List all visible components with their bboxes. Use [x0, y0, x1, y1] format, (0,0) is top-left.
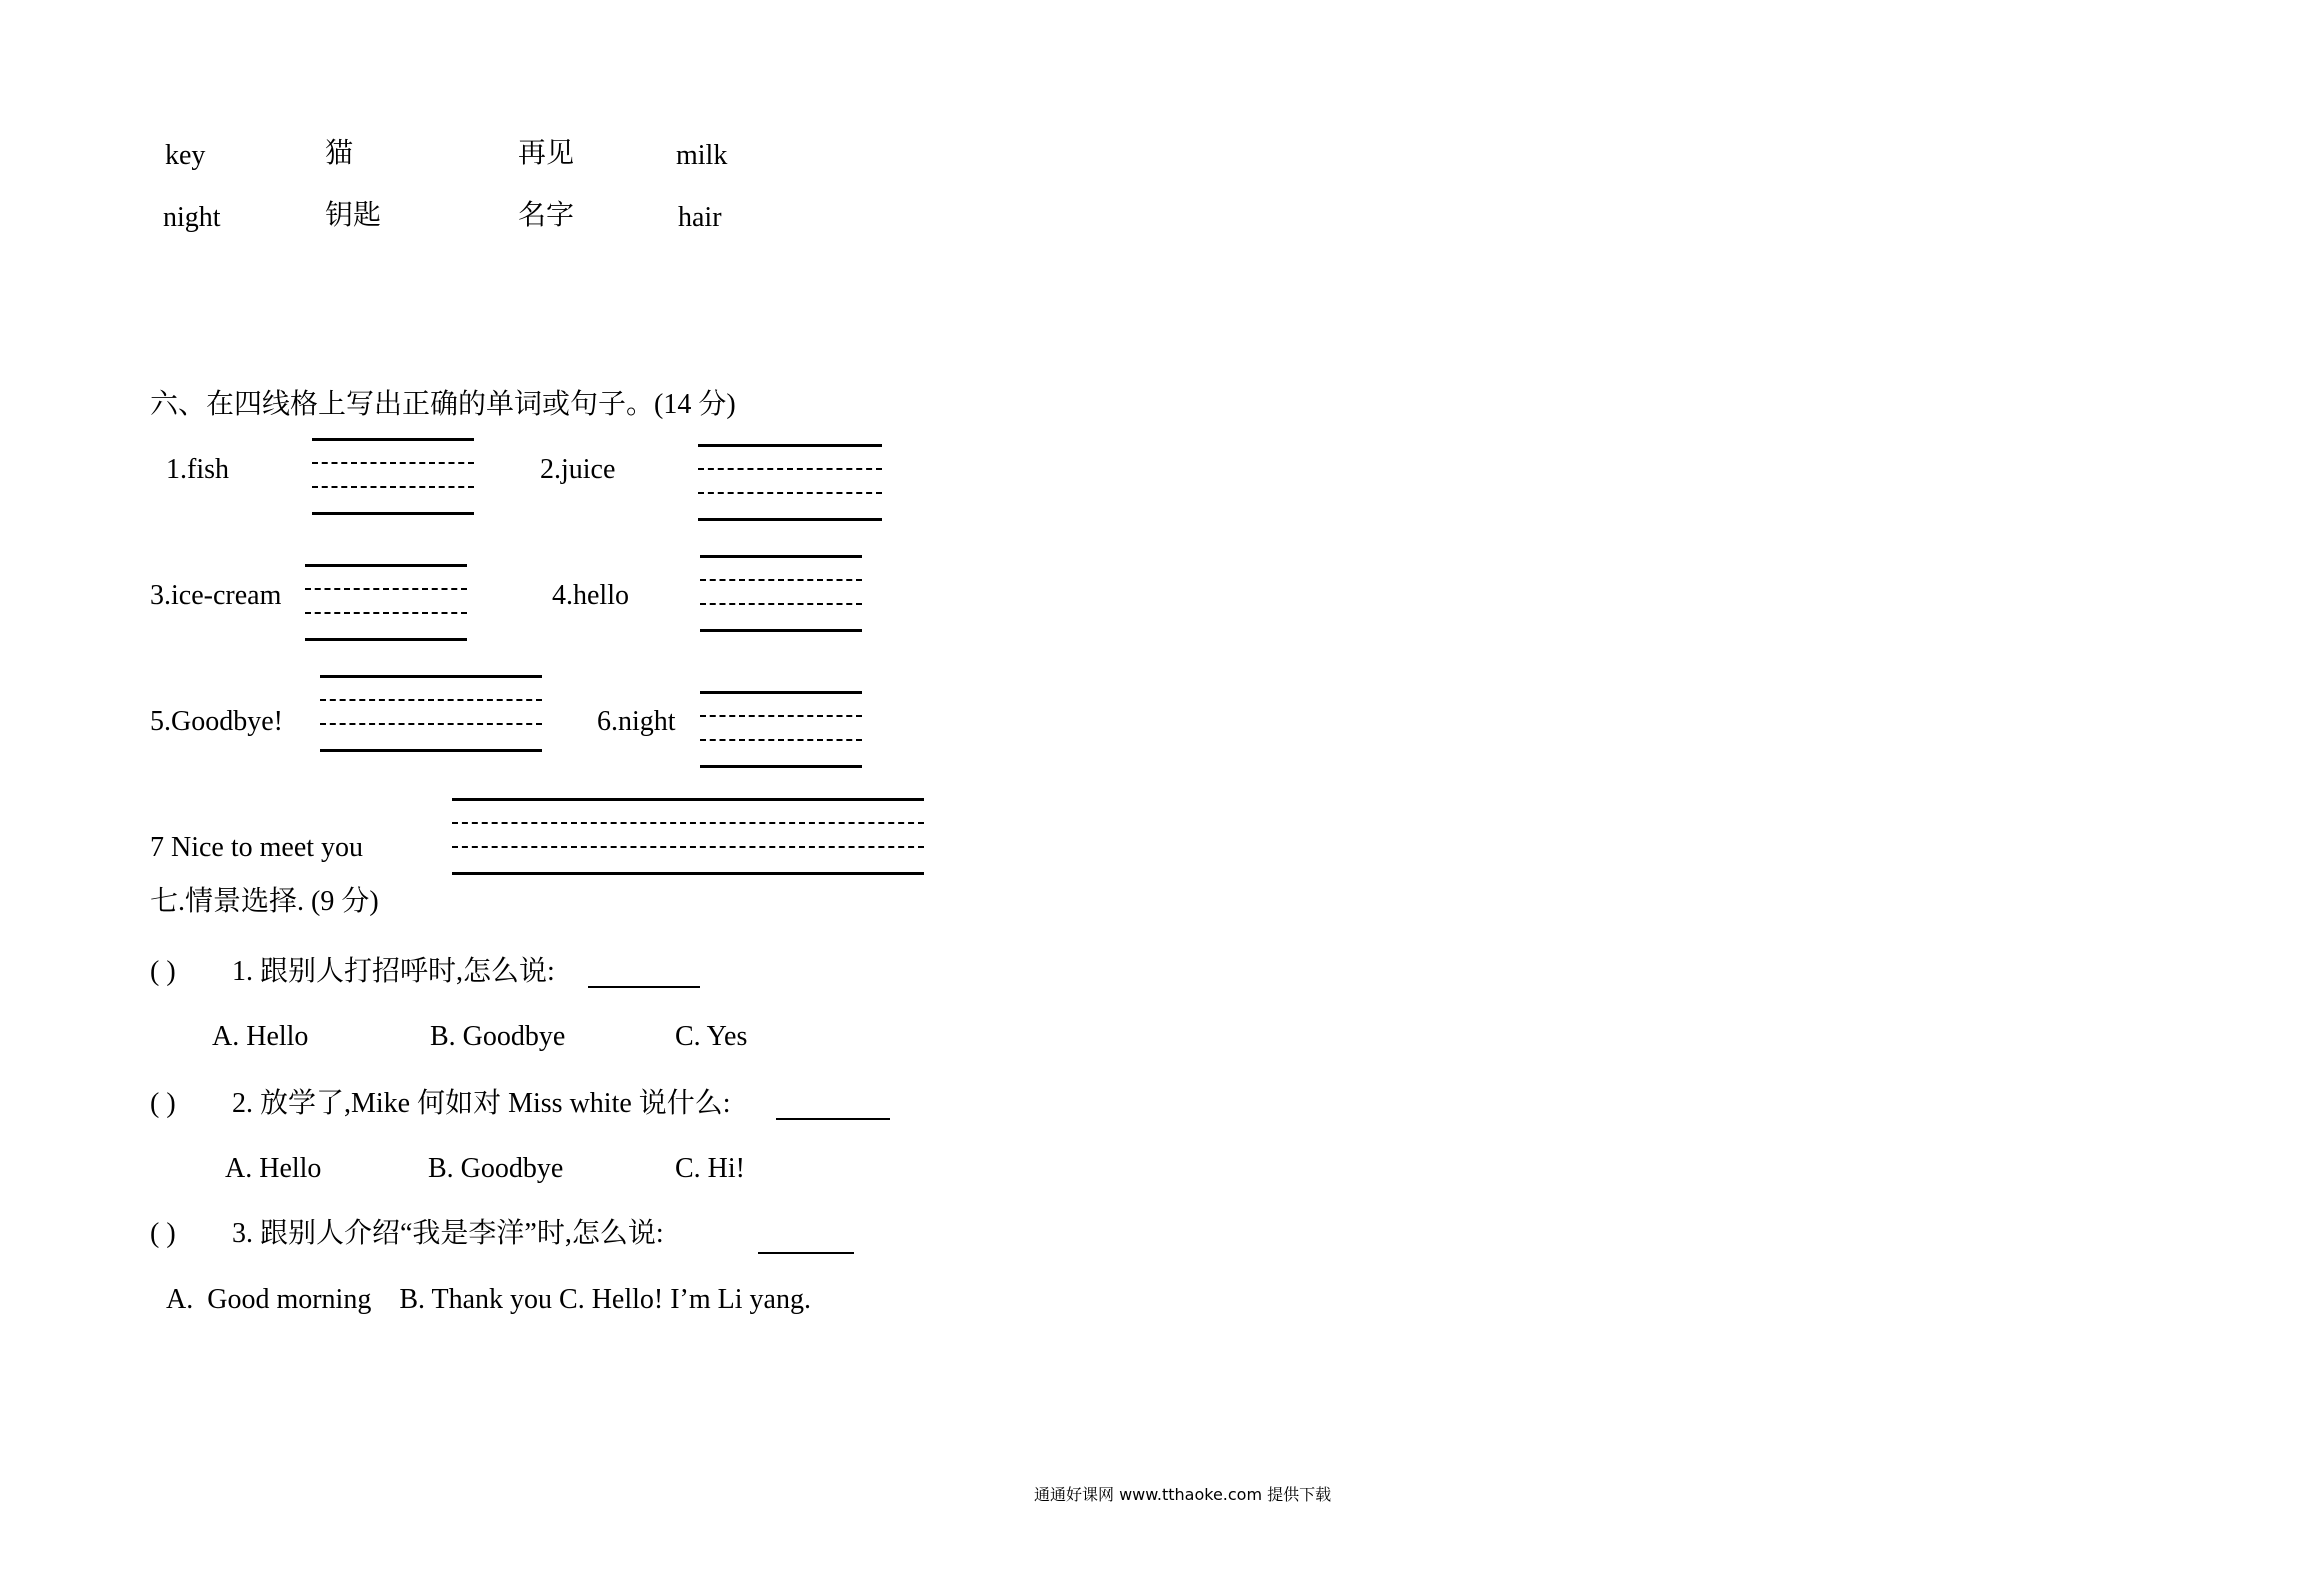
- four-line-grid: [305, 564, 467, 642]
- write-item-label: 2.juice: [540, 454, 616, 485]
- answer-blank: [776, 1118, 890, 1120]
- match-word: hair: [678, 202, 722, 233]
- answer-bracket: ( ): [150, 1218, 176, 1249]
- option-b: B. Goodbye: [430, 1021, 566, 1052]
- question-text: 1. 跟别人打招呼时,怎么说:: [232, 956, 555, 987]
- write-item-label: 1.fish: [166, 454, 229, 485]
- question-text: 3. 跟别人介绍“我是李洋”时,怎么说:: [232, 1218, 664, 1249]
- write-item-label: 6.night: [597, 706, 676, 737]
- match-word: 名字: [518, 200, 575, 231]
- four-line-grid: [698, 444, 882, 522]
- match-word: milk: [676, 140, 728, 171]
- footer-text: 通通好课网 www.tthaoke.com 提供下载: [1034, 1485, 1332, 1504]
- question-text: 2. 放学了,Mike 何如对 Miss white 说什么:: [232, 1088, 731, 1119]
- answer-blank: [588, 986, 700, 988]
- write-item-label: 3.ice-cream: [150, 580, 282, 611]
- write-item-label: 7 Nice to meet you: [150, 832, 364, 863]
- match-word: night: [163, 202, 221, 233]
- write-item-label: 4.hello: [552, 580, 629, 611]
- options-line: A. Good morning B. Thank you C. Hello! I’m Li yang.: [166, 1284, 811, 1315]
- match-word: key: [165, 140, 206, 171]
- option-b: B. Goodbye: [428, 1153, 564, 1184]
- match-word: 猫: [325, 138, 354, 169]
- write-item-label: 5.Goodbye!: [150, 706, 283, 737]
- option-c: C. Hi!: [675, 1153, 745, 1184]
- answer-bracket: ( ): [150, 956, 176, 987]
- answer-blank: [758, 1252, 854, 1254]
- four-line-grid: [452, 798, 924, 876]
- option-a: A. Hello: [225, 1153, 322, 1184]
- option-c: C. Yes: [675, 1021, 748, 1052]
- match-word: 钥匙: [325, 200, 382, 231]
- four-line-grid: [700, 555, 862, 633]
- answer-bracket: ( ): [150, 1088, 176, 1119]
- four-line-grid: [312, 438, 474, 516]
- match-word: 再见: [518, 138, 575, 169]
- option-a: A. Hello: [212, 1021, 309, 1052]
- four-line-grid: [700, 691, 862, 769]
- section6-title: 六、在四线格上写出正确的单词或句子。(14 分): [150, 389, 736, 420]
- four-line-grid: [320, 675, 542, 753]
- section7-title: 七.情景选择. (9 分): [150, 886, 379, 917]
